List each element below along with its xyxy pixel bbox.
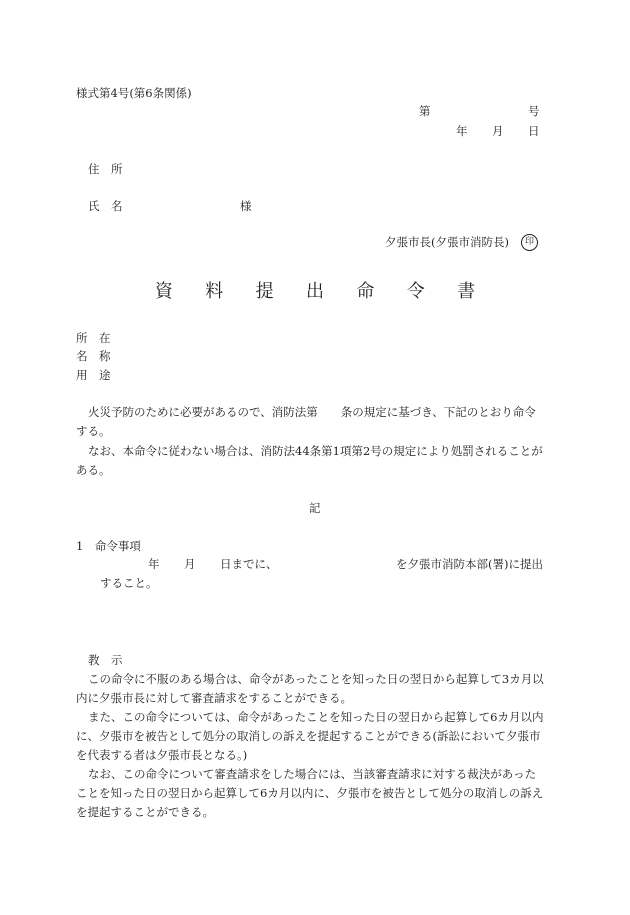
order-end: すること。 — [100, 576, 158, 590]
ki-label: 記 — [309, 501, 321, 515]
notice-line: 内に夕張市長に対して審査請求をすることができる。 — [76, 691, 352, 705]
order-heading: 1 命令事項 — [76, 539, 141, 553]
seal-mark: 印 — [521, 234, 538, 251]
order-submit: を夕張市消防本部(署)に提出 — [396, 557, 543, 571]
date-month: 月 — [492, 124, 504, 138]
title-char: 書 — [457, 281, 476, 302]
notice-line: を提起することができる。 — [76, 805, 214, 819]
target-name-label: 名 称 — [76, 349, 111, 363]
recipient-name-label: 氏 名 — [88, 199, 123, 213]
issuer-name: 夕張市長(夕張市消防長) — [385, 235, 509, 249]
date-day: 日 — [528, 124, 540, 138]
order-deadline: 日までに、 — [220, 557, 278, 571]
date-year: 年 — [456, 124, 468, 138]
notice-line: ことを知った日の翌日から起算して6カ月以内に、夕張市を被告として処分の取消しの訴え — [76, 786, 544, 800]
title-char: 料 — [205, 281, 224, 302]
notice-line: に、夕張市を被告として処分の取消しの訴えを提起することができる(訴訟において夕張市 — [76, 729, 541, 743]
form-number: 様式第4号(第6条関係) — [76, 86, 192, 100]
body-p2-line2: ある。 — [76, 463, 111, 477]
body-p1-line1: 火災予防のために必要があるので、消防法第 条の規定に基づき、下記のとおり命令 — [88, 405, 536, 419]
recipient-honorific: 様 — [240, 199, 252, 213]
notice-line: なお、この命令について審査請求をした場合には、当該審査請求に対する裁決があった — [88, 767, 537, 781]
target-location-label: 所 在 — [76, 331, 111, 345]
title-char: 資 — [154, 281, 173, 302]
order-year: 年 — [148, 557, 160, 571]
target-use-label: 用 途 — [76, 368, 111, 382]
document-number-prefix: 第 — [419, 104, 431, 118]
notice-line: また、この命令については、命令があったことを知った日の翌日から起算して6カ月以内 — [88, 710, 544, 724]
title-char: 提 — [255, 281, 274, 302]
body-p2-line1: なお、本命令に従わない場合は、消防法44条第1項第2号の規定により処罰されることが — [88, 444, 543, 458]
title-char: 令 — [406, 281, 425, 302]
title-char: 出 — [306, 281, 324, 302]
order-month: 月 — [184, 557, 196, 571]
title-char: 命 — [356, 281, 375, 302]
notice-heading: 教 示 — [88, 653, 123, 667]
document-number-suffix: 号 — [528, 104, 540, 118]
notice-line: を代表する者は夕張市長となる。) — [76, 748, 248, 762]
body-p1-line2: する。 — [76, 424, 111, 438]
recipient-address-label: 住 所 — [88, 162, 123, 176]
notice-line: この命令に不服のある場合は、命令があったことを知った日の翌日から起算して3カ月以 — [88, 672, 544, 686]
document-title — [0, 278, 630, 307]
